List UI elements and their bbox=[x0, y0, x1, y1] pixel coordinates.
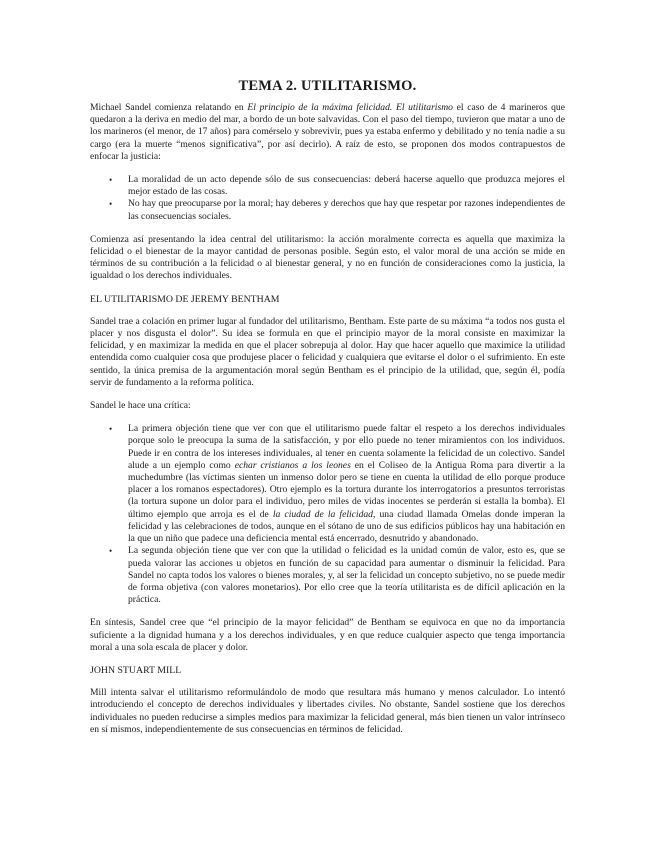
bullet-icon: • bbox=[109, 546, 113, 557]
bentham-paragraph: Sandel trae a colación en primer lugar al fundador del utilitarismo, Bentham. Este parte de su máxima “a todos nos gusta el placer y nos disgusta el dolor”. Su idea se formula en que el principio mayor de la moral consiste en maximizar la felicidad, y en maximizar la medida en que el placer sobrepuja al dolor. Hay que hacer aquello que maximice la utilidad entendida como cualquier cosa que produjese placer o felicidad y cualquiera que evitarse el dolor o el sufrimiento. En este sentido, la única premisa de la argumentación moral según Bentham es el principio de la utilidad, que, según él, podía servir de fundamento a la reforma política. bbox=[90, 315, 565, 388]
emphasis-text: echar cristianos a los leones bbox=[234, 459, 351, 471]
emphasis-text: la ciudad de la felicidad bbox=[272, 508, 373, 520]
bullet-icon: • bbox=[109, 199, 113, 210]
synthesis-paragraph: En síntesis, Sandel cree que “el principio de la mayor felicidad” de Bentham se equivoca en que no da importancia suficiente a la dignidad humana y a los derechos individuales, y en que reduce cualquier aspecto que tenga importancia moral a una sola escala de placer y dolor. bbox=[90, 617, 565, 653]
text-run: el caso de 4 marineros que quedaron a la deriva en medio del mar, a bordo de un bote salvavidas. Con el paso del tiempo, tuvieron que matar a uno de los marineros (el menor, de 17 años) para comérselo y sobrevivir, pues ya estaba enfermo y debilitado y no tenía nadie a su cargo (era la muerte “menos significativa”, por así decirlo). A raíz de esto, se proponen dos modos contrapuestos de enfocar la justicia: bbox=[90, 102, 565, 162]
text-run: La primera objeción tiene que ver con que el utilitarismo puede faltar el respeto a los derechos individuales porque solo le preocupa la suma de la satisfacción, y por ello puede no tener miramientos con los individuos. Puede ir en contra de los intereses individuales, al tener en cuenta solamente la felicidad de un colectivo. Sandel alude a un ejemplo como bbox=[128, 423, 565, 471]
list-item bbox=[109, 174, 565, 198]
document-body bbox=[90, 102, 565, 747]
text-run: , una ciudad llamada Omelas donde imperan la felicidad y las celebraciones de todos, aunque en el sótano de uno de sus edificios públicos hay una habitación en la que un niño que padece una deficiencia mental está encerrado, desnutrido y abandonado. bbox=[128, 508, 565, 545]
bullet-icon: • bbox=[109, 424, 113, 435]
intro-paragraph bbox=[90, 102, 565, 163]
book-title: El principio de la máxima felicidad. El utilitarismo bbox=[247, 102, 453, 113]
section-heading-bentham: EL UTILITARISMO DE JEREMY BENTHAM bbox=[90, 293, 280, 305]
section-heading-mill: JOHN STUART MILL bbox=[90, 664, 182, 676]
list-item bbox=[109, 198, 565, 222]
list-item-text: La moralidad de un acto depende sólo de sus consecuencias: deberá hacerse aquello que produzca mejores el mejor estado de las cosas. bbox=[128, 174, 565, 198]
bullet-list-justice bbox=[90, 174, 565, 223]
list-item bbox=[109, 545, 565, 606]
critique-intro: Sandel le hace una crítica: bbox=[90, 400, 191, 412]
list-item-text: La segunda objeción tiene que ver con que la utilidad o felicidad es la unidad común de valor, esto es, que se pueda valorar las acciones u objetos en función de su capacidad para aumentar o disminuir la felicidad. Para Sandel no capta todos los valores o bienes morales, y, al ser la felicidad un concepto subjetivo, no se puede medir de forma objetiva (con valores monetarios). Por ello cree que la teoría utilitarista es de difícil aplicación en la práctica. bbox=[128, 545, 565, 606]
list-item bbox=[109, 423, 565, 545]
text-run: Michael Sandel comienza relatando en bbox=[90, 102, 248, 113]
page-title: TEMA 2. UTILITARISMO. bbox=[238, 78, 417, 94]
bullet-list-objections bbox=[90, 423, 565, 606]
utilitarianism-paragraph: Comienza así presentando la idea central del utilitarismo: la acción moralmente correcta es aquella que maximiza la felicidad o el bienestar de la mayor cantidad de personas posible. Según esto, el valor moral de una acción se mide en términos de su contribución a la felicidad o al bienestar general, y no en función de consideraciones como la justicia, la igualdad o los derechos individuales. bbox=[90, 233, 565, 282]
list-item-text: No hay que preocuparse por la moral; hay deberes y derechos que hay que respetar por razones independientes de las consecuencias sociales. bbox=[128, 198, 565, 222]
mill-paragraph: Mill intenta salvar el utilitarismo reformulándolo de modo que resultara más humano y menos calculador. Lo intentó introduciendo el concepto de derechos individuales y libertades civiles. No obstante, Sandel sostiene que los derechos individuales no pueden reducirse a simples medios para maximizar la felicidad general, más bien tienen un valor intrínseco en sí mismos, independientemente de sus consecuencias en términos de felicidad. bbox=[90, 687, 565, 735]
text-run: en el Coliseo de la Antigua Roma para divertir a la muchedumbre (las víctimas sienten un inmenso dolor pero se tiene en cuenta la utilidad de ello porque produce placer a los romanos espectadores). Otro ejemplo es la tortura durante los interrogatorios a presuntos terroristas (la tortura supone un dolor para el individuo, pero miles de vidas inocentes se perderán si estalla la bomba). El último ejemplo que arroja es el de bbox=[128, 459, 565, 520]
bullet-icon: • bbox=[109, 175, 113, 186]
